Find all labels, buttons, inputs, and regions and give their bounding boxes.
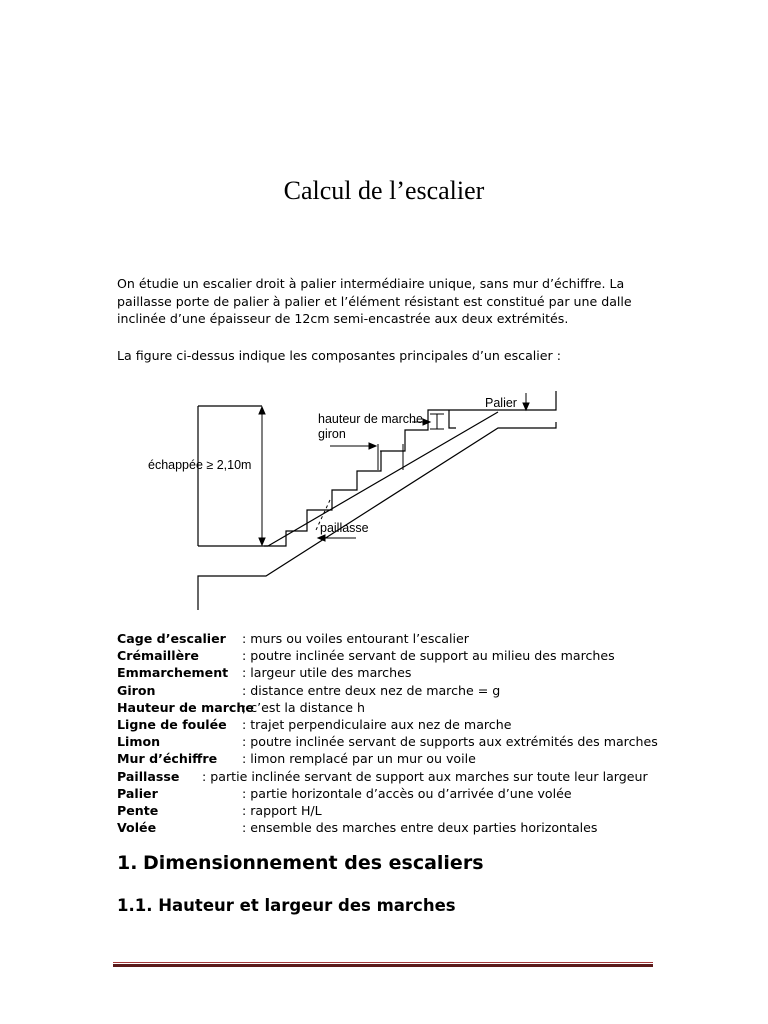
- definition-term: Hauteur de marche: [117, 699, 254, 715]
- definition-term: Emmarchement: [117, 665, 229, 681]
- definition-desc: : trajet perpendiculaire aux nez de marche: [242, 717, 512, 732]
- palier-arrow-head: [523, 403, 529, 410]
- label-paillasse: paillasse: [320, 521, 369, 535]
- definition-term: Mur d’échiffre: [117, 751, 218, 767]
- section-heading: [117, 852, 484, 874]
- subsection-heading: 1.1. Hauteur et largeur des marches: [117, 896, 456, 915]
- definition-desc: : rapport H/L: [242, 803, 322, 818]
- hauteur-arrow-head: [423, 419, 430, 425]
- definition-term: Crémaillère: [117, 648, 199, 664]
- definition-desc: : poutre inclinée servant de supports aux extrémités des marches: [242, 734, 658, 750]
- intro-paragraph: On étudie un escalier droit à palier intermédiaire unique, sans mur d’échiffre. La paillasse porte de palier à palier et l’élément résistant est constitué par une dalle inclinée d’une épaisseur de 12cm semi-encastrée aux deux extrémités.: [117, 276, 632, 326]
- definition-desc: ; c’est la distance h: [242, 699, 365, 715]
- definition-term: Paillasse: [117, 768, 180, 784]
- definition-desc: : partie inclinée servant de support aux marches sur toute leur largeur: [202, 768, 648, 784]
- figure-intro: La figure ci-dessus indique les composantes principales d’un escalier :: [117, 348, 561, 363]
- echappee-arrow-bottom: [259, 538, 265, 545]
- definition-desc: : poutre inclinée servant de support au milieu des marches: [242, 648, 615, 664]
- paillasse-line: [268, 412, 498, 546]
- definition-term: Giron: [117, 682, 156, 698]
- definition-term: Palier: [117, 785, 158, 801]
- label-palier: Palier: [485, 396, 517, 410]
- definition-term: Limon: [117, 734, 161, 750]
- page-title: Calcul de l’escalier: [283, 176, 485, 205]
- definition-desc: : largeur utile des marches: [242, 665, 412, 681]
- label-hauteur: hauteur de marche: [318, 412, 423, 426]
- upper-palier: [449, 410, 456, 428]
- section-title: Dimensionnement des escaliers: [143, 852, 484, 874]
- cage-wall: [198, 406, 262, 546]
- definition-desc: : murs ou voiles entourant l’escalier: [242, 631, 469, 646]
- footer-rule-dark: [113, 964, 653, 967]
- definition-desc: : ensemble des marches entre deux parties horizontales: [242, 820, 598, 836]
- echappee-arrow-top: [259, 407, 265, 414]
- definition-term: Volée: [117, 820, 157, 836]
- definition-term: Pente: [117, 803, 159, 818]
- footer-rule: [113, 962, 653, 967]
- definition-term: Ligne de foulée: [117, 717, 227, 732]
- section-number: 1.: [117, 852, 138, 874]
- label-echappee: échappée ≥ 2,10m: [148, 458, 252, 472]
- footer-rule-accent: [113, 962, 653, 963]
- definition-term: Cage d’escalier: [117, 631, 226, 646]
- definition-desc: : distance entre deux nez de marche = g: [242, 682, 501, 698]
- definition-desc: : partie horizontale d’accès ou d’arrivée d’une volée: [242, 785, 572, 801]
- definition-desc: : limon remplacé par un mur ou voile: [242, 751, 476, 767]
- giron-arrow-head: [369, 443, 376, 449]
- label-giron: giron: [318, 427, 346, 441]
- lower-slab: [198, 422, 556, 610]
